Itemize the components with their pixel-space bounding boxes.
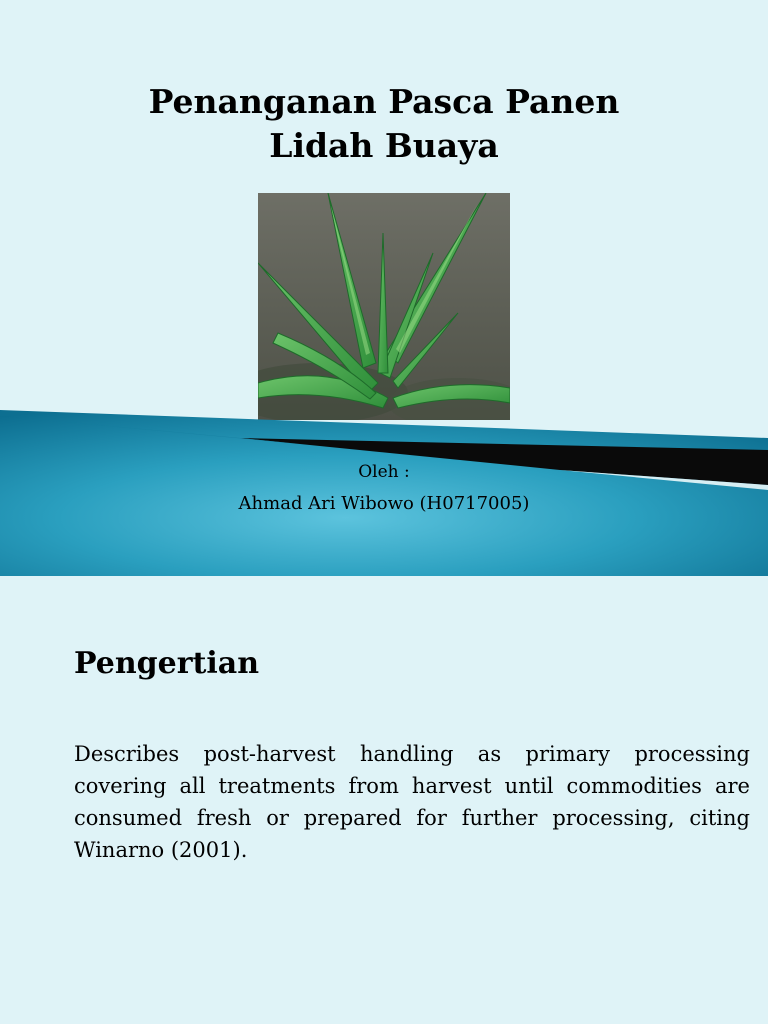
section-summary: Describes post-harvest handling as primary processing covering all treatments from harvest until commodities are consumed fresh or prepared for further processing, citing Winarno (2001).: [74, 742, 750, 862]
title-line-2: Lidah Buaya: [269, 126, 499, 165]
title-line-1: Penanganan Pasca Panen: [148, 82, 620, 121]
author-name: Ahmad Ari Wibowo (H0717005): [238, 493, 530, 514]
aloe-vera-photo: [258, 193, 510, 420]
section-heading: Pengertian: [74, 646, 260, 681]
slide-title-text: [0, 80, 768, 168]
presenter-label: Oleh :: [358, 462, 410, 482]
slide-pengertian: [0, 576, 768, 1024]
